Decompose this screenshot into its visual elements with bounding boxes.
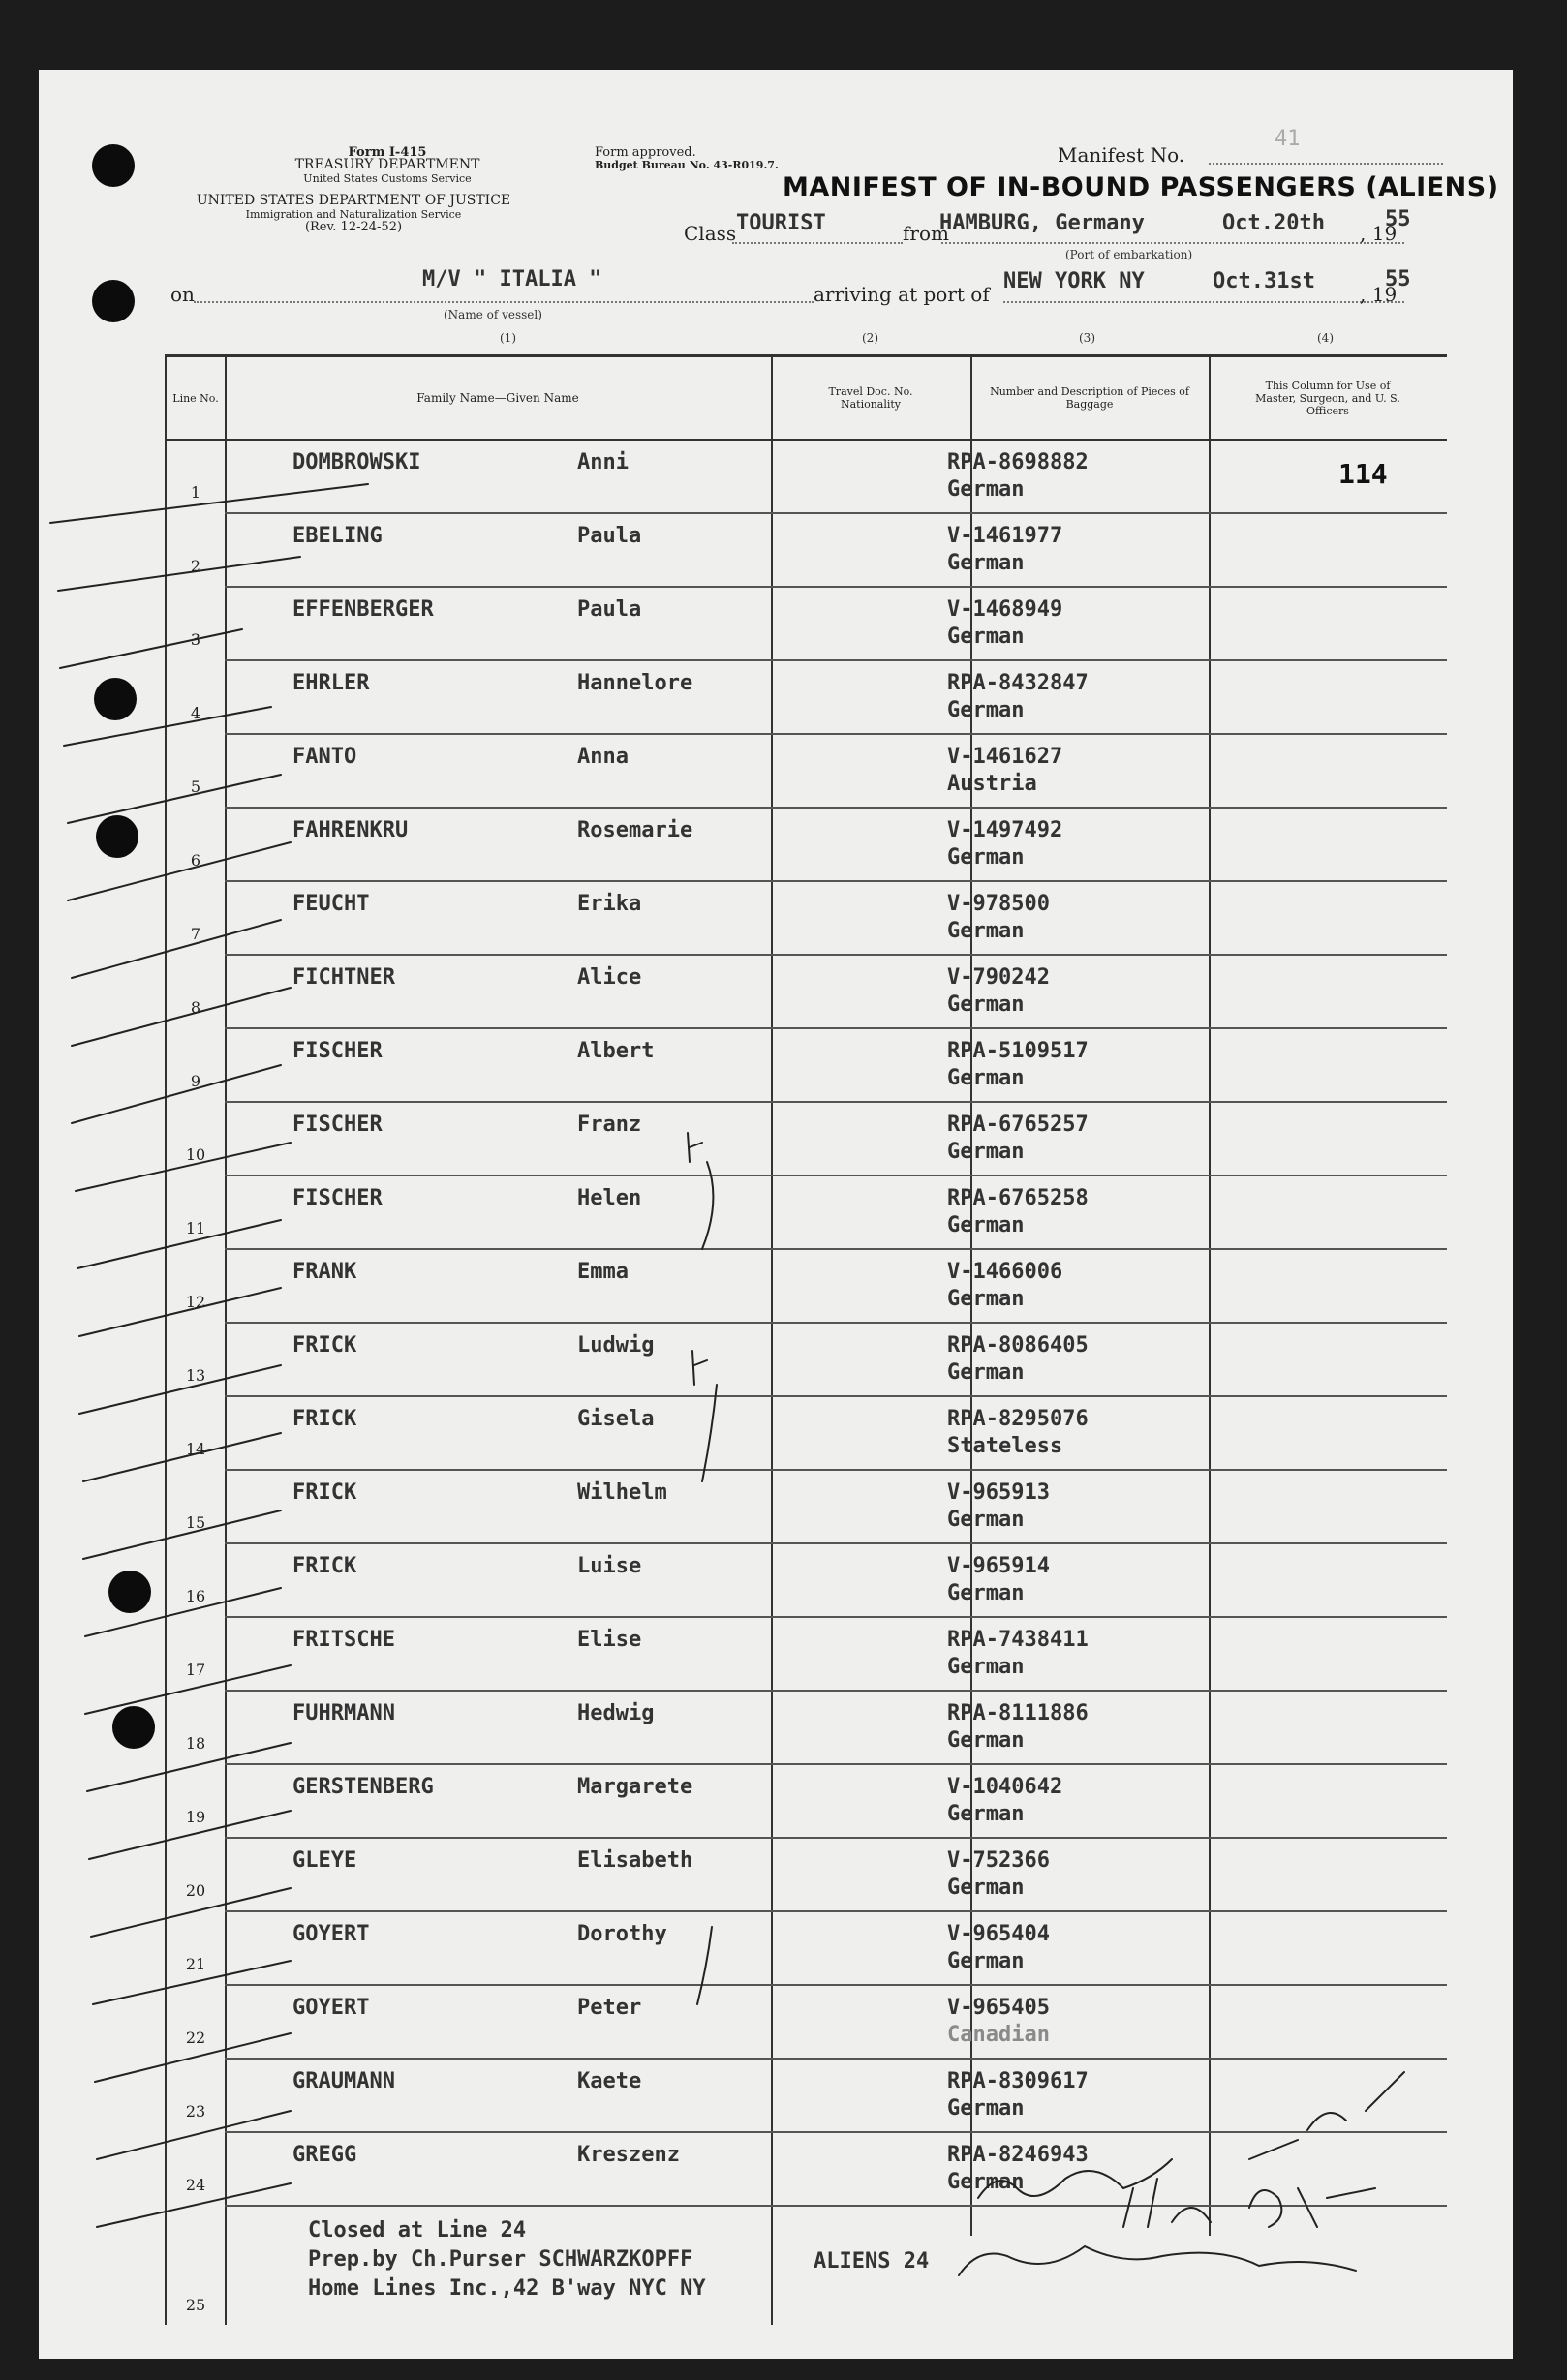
family-name: FAHRENKRU: [292, 818, 409, 842]
family-name: FISCHER: [292, 1039, 383, 1063]
count-mark: 114: [1338, 458, 1388, 490]
travel-doc-number: RPA-6765257: [947, 1113, 1089, 1137]
family-name: FUHRMANN: [292, 1701, 395, 1725]
given-name: Elise: [577, 1628, 642, 1652]
line-number: 2: [190, 557, 201, 575]
line-number: 3: [190, 630, 201, 649]
given-name: Helen: [577, 1186, 642, 1210]
year-prefix: , 19: [1360, 222, 1398, 245]
family-name: EBELING: [292, 524, 383, 548]
departure-date: Oct.20th: [1222, 211, 1325, 235]
given-name: Paula: [577, 597, 642, 622]
travel-doc-number: RPA-8295076: [947, 1407, 1089, 1431]
travel-doc-number: V-965914: [947, 1554, 1050, 1578]
given-name: Hedwig: [577, 1701, 655, 1725]
family-name: GLEYE: [292, 1848, 357, 1873]
travel-doc-number: RPA-7438411: [947, 1628, 1089, 1652]
line-number: 7: [190, 925, 201, 943]
given-name: Anni: [577, 450, 629, 474]
family-name: EHRLER: [292, 671, 370, 695]
nationality: German: [947, 1140, 1025, 1164]
col4-marker: (4): [1317, 331, 1334, 345]
budget-bureau: Budget Bureau No. 43-R019.7.: [595, 159, 779, 171]
travel-doc-number: RPA-6765258: [947, 1186, 1089, 1210]
family-name: FICHTNER: [292, 965, 395, 990]
family-name: GERSTENBERG: [292, 1775, 434, 1799]
given-name: Luise: [577, 1554, 642, 1578]
nationality: German: [947, 1213, 1025, 1237]
arriving-label: arriving at port of: [814, 283, 990, 306]
travel-doc-number: RPA-8309617: [947, 2069, 1089, 2093]
given-name: Paula: [577, 524, 642, 548]
given-name: Emma: [577, 1260, 629, 1284]
arrival-year-prefix: , 19: [1360, 283, 1398, 306]
given-name: Albert: [577, 1039, 655, 1063]
closed-at-line: Closed at Line 24: [308, 2218, 527, 2243]
line-number: 10: [185, 1145, 206, 1164]
manifest-no-label: Manifest No.: [1058, 143, 1185, 167]
col-name-header: Family Name—Given Name: [416, 390, 579, 405]
nationality: German: [947, 625, 1025, 649]
travel-doc-number: V-965913: [947, 1480, 1050, 1505]
given-name: Kaete: [577, 2069, 642, 2093]
line-number: 8: [190, 998, 201, 1017]
nationality: German: [947, 1728, 1025, 1753]
line-number: 16: [185, 1587, 206, 1605]
nationality: German: [947, 1876, 1025, 1900]
given-name: Rosemarie: [577, 818, 693, 842]
arrival-port: NEW YORK NY: [1003, 269, 1145, 293]
aliens-total: ALIENS 24: [814, 2249, 930, 2273]
line-number-25: 25: [185, 2296, 206, 2314]
given-name: Margarete: [577, 1775, 693, 1799]
given-name: Erika: [577, 892, 642, 916]
vessel-name: M/V " ITALIA ": [422, 267, 602, 291]
justice-label: UNITED STATES DEPARTMENT OF JUSTICE: [196, 193, 511, 208]
line-number: 13: [185, 1366, 206, 1385]
line-number: 9: [190, 1072, 201, 1090]
line-number: 22: [185, 2029, 206, 2047]
family-name: GOYERT: [292, 1922, 370, 1946]
travel-doc-number: V-1468949: [947, 597, 1063, 622]
travel-doc-number: V-1466006: [947, 1260, 1063, 1284]
nationality: German: [947, 477, 1025, 502]
col2-marker: (2): [862, 331, 878, 345]
family-name: EFFENBERGER: [292, 597, 434, 622]
line-number: 17: [185, 1661, 206, 1679]
travel-doc-number: V-978500: [947, 892, 1050, 916]
nationality: German: [947, 1287, 1025, 1311]
given-name: Kreszenz: [577, 2143, 680, 2167]
travel-doc-number: RPA-5109517: [947, 1039, 1089, 1063]
vessel-caption: (Name of vessel): [444, 308, 542, 321]
nationality: German: [947, 1360, 1025, 1385]
line-number: 6: [190, 851, 201, 870]
nationality: German: [947, 1655, 1025, 1679]
nationality: Canadian: [947, 2023, 1050, 2047]
nationality: German: [947, 2096, 1025, 2121]
travel-doc-number: V-1040642: [947, 1775, 1063, 1799]
family-name: FRICK: [292, 1554, 357, 1578]
nationality: German: [947, 1949, 1025, 1973]
customs-label: United States Customs Service: [303, 172, 472, 185]
col-baggage-header: Number and Description of Pieces of Baggage: [990, 385, 1189, 411]
nationality: German: [947, 1508, 1025, 1532]
form-approved: Form approved.: [595, 145, 696, 160]
prepared-by: Prep.by Ch.Purser SCHWARZKOPFF: [308, 2247, 693, 2272]
arrival-date: Oct.31st: [1213, 269, 1315, 293]
family-name: GOYERT: [292, 1996, 370, 2020]
travel-doc-number: RPA-8111886: [947, 1701, 1089, 1725]
travel-doc-number: RPA-8432847: [947, 671, 1089, 695]
family-name: FEUCHT: [292, 892, 370, 916]
nationality: Stateless: [947, 1434, 1063, 1458]
col-line-header: Line No.: [172, 391, 219, 405]
travel-doc-number: RPA-8698882: [947, 450, 1089, 474]
line-number: 18: [185, 1734, 206, 1753]
line-number: 23: [185, 2102, 206, 2121]
shipping-agent: Home Lines Inc.,42 B'way NYC NY: [308, 2276, 706, 2301]
family-name: GRAUMANN: [292, 2069, 395, 2093]
arrival-year: 55: [1385, 267, 1411, 291]
line-number: 4: [190, 704, 201, 722]
form-number: Form I-415: [348, 145, 427, 160]
col-doc-header: Travel Doc. No. Nationality: [828, 385, 913, 411]
col-officers-header: This Column for Use of Master, Surgeon, and U. S. Officers: [1255, 379, 1400, 417]
departure-year: 55: [1385, 207, 1411, 231]
line-number: 11: [185, 1219, 206, 1237]
nationality: German: [947, 551, 1025, 575]
given-name: Anna: [577, 745, 629, 769]
line-number: 1: [190, 483, 201, 502]
col3-marker: (3): [1079, 331, 1095, 345]
port-of-embarkation: HAMBURG, Germany: [939, 211, 1145, 235]
revision-label: (Rev. 12-24-52): [304, 220, 403, 234]
family-name: FRICK: [292, 1407, 357, 1431]
on-label: on: [170, 283, 195, 306]
given-name: Alice: [577, 965, 642, 990]
family-name: FRITSCHE: [292, 1628, 395, 1652]
nationality: German: [947, 2170, 1025, 2194]
line-number: 12: [185, 1293, 206, 1311]
family-name: FRICK: [292, 1333, 357, 1358]
family-name: DOMBROWSKI: [292, 450, 421, 474]
nationality: German: [947, 1066, 1025, 1090]
given-name: Wilhelm: [577, 1480, 667, 1505]
from-label: from: [903, 222, 949, 245]
line-number: 21: [185, 1955, 206, 1973]
family-name: FISCHER: [292, 1113, 383, 1137]
given-name: Elisabeth: [577, 1848, 693, 1873]
treasury-label: TREASURY DEPARTMENT: [294, 157, 480, 172]
given-name: Franz: [577, 1113, 642, 1137]
given-name: Hannelore: [577, 671, 693, 695]
port-embarkation-caption: (Port of embarkation): [1065, 248, 1193, 261]
nationality: German: [947, 1581, 1025, 1605]
family-name: FRANK: [292, 1260, 357, 1284]
travel-doc-number: V-1461977: [947, 524, 1063, 548]
nationality: German: [947, 919, 1025, 943]
nationality: German: [947, 992, 1025, 1017]
col1-marker: (1): [500, 331, 516, 345]
family-name: FRICK: [292, 1480, 357, 1505]
ins-label: Immigration and Naturalization Service: [245, 208, 462, 221]
given-name: Gisela: [577, 1407, 655, 1431]
line-number: 19: [185, 1808, 206, 1826]
travel-doc-number: RPA-8086405: [947, 1333, 1089, 1358]
nationality: German: [947, 1802, 1025, 1826]
manifest-title: MANIFEST OF IN-BOUND PASSENGERS (ALIENS): [783, 172, 1499, 202]
line-number: 24: [185, 2176, 206, 2194]
given-name: Dorothy: [577, 1922, 667, 1946]
travel-doc-number: V-965405: [947, 1996, 1050, 2020]
given-name: Peter: [577, 1996, 642, 2020]
line-number: 14: [185, 1440, 206, 1458]
manifest-no: 41: [1275, 127, 1301, 151]
travel-doc-number: V-752366: [947, 1848, 1050, 1873]
family-name: FISCHER: [292, 1186, 383, 1210]
nationality: Austria: [947, 772, 1037, 796]
travel-doc-number: V-790242: [947, 965, 1050, 990]
line-number: 5: [190, 778, 201, 796]
nationality: German: [947, 698, 1025, 722]
travel-doc-number: RPA-8246943: [947, 2143, 1089, 2167]
class-value: TOURIST: [736, 211, 826, 235]
family-name: GREGG: [292, 2143, 357, 2167]
travel-doc-number: V-965404: [947, 1922, 1050, 1946]
class-label: Class: [684, 222, 737, 245]
line-number: 15: [185, 1513, 206, 1532]
travel-doc-number: V-1497492: [947, 818, 1063, 842]
family-name: FANTO: [292, 745, 357, 769]
given-name: Ludwig: [577, 1333, 655, 1358]
nationality: German: [947, 845, 1025, 870]
travel-doc-number: V-1461627: [947, 745, 1063, 769]
line-number: 20: [185, 1881, 206, 1900]
